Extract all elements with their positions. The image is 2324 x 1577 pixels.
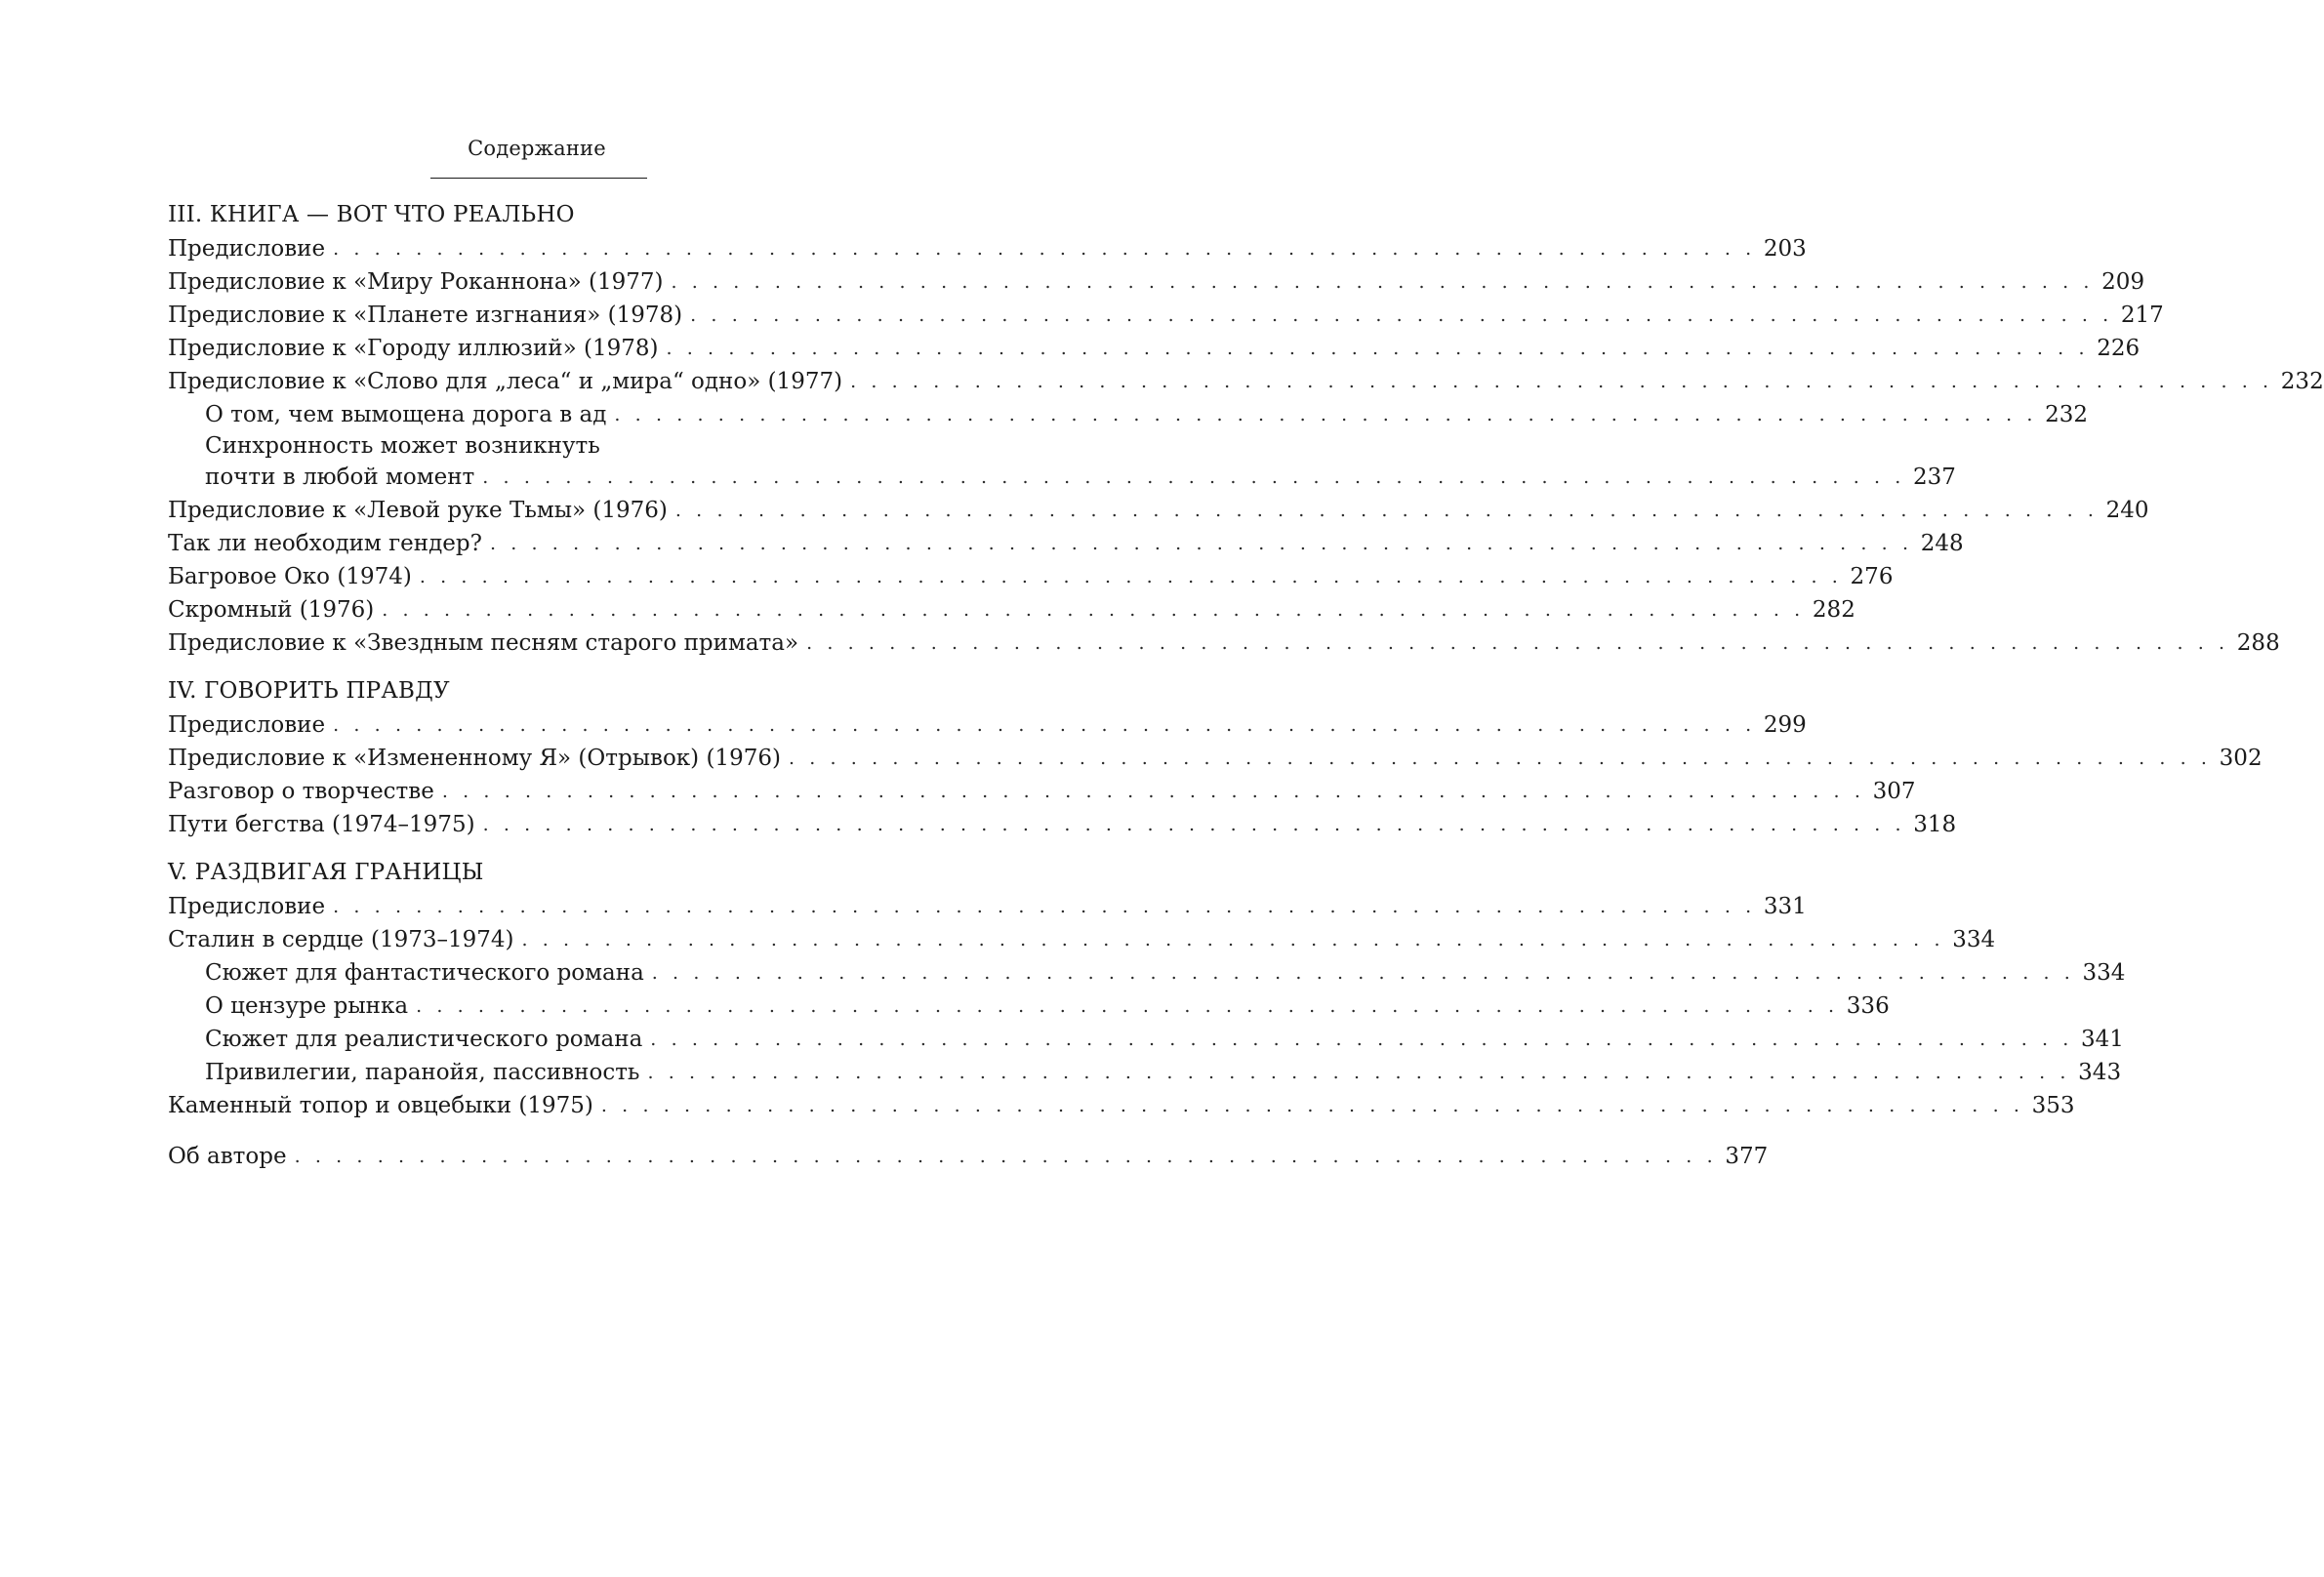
toc-entry-page: 341 bbox=[2081, 1027, 2124, 1052]
leader-dots: . . . . . . . . . . . . . . . . . . . . . . . . . . . . . . . . . . . . . . . . . . . . . . . . . . . . . . . . . . . . . . . . . . . . . bbox=[416, 995, 1839, 1017]
leader-dots: . . . . . . . . . . . . . . . . . . . . . . . . . . . . . . . . . . . . . . . . . . . . . . . . . . . . . . . . . . . . . . . . . . . . . bbox=[666, 338, 2090, 359]
running-head-rule bbox=[430, 178, 647, 179]
toc-entry[interactable] bbox=[168, 265, 2145, 299]
toc-entry-title: Предисловие к «Городу иллюзий» (1978) bbox=[168, 336, 659, 361]
toc-entry-title-line1: Синхронность может возникнуть bbox=[205, 433, 600, 459]
section-title: V. РАЗДВИГАЯ ГРАНИЦЫ bbox=[168, 860, 484, 885]
toc-entry-page: 318 bbox=[1913, 812, 1957, 837]
toc-entry[interactable] bbox=[168, 775, 1916, 808]
toc-entry-page: 276 bbox=[1850, 564, 1894, 589]
toc-entry-page: 334 bbox=[1952, 927, 1996, 952]
toc-entry-title: Предисловие к «Измененному Я» (Отрывок) (1976) bbox=[168, 746, 781, 771]
toc-entry[interactable] bbox=[168, 1140, 1769, 1173]
toc-subentry[interactable] bbox=[168, 956, 2126, 990]
leader-dots: . . . . . . . . . . . . . . . . . . . . . . . . . . . . . . . . . . . . . . . . . . . . . . . . . . . . . . . . . . . . . . . . . . . . . bbox=[419, 566, 1843, 587]
toc-entry-page: 377 bbox=[1725, 1144, 1769, 1169]
toc-entry-title-line2: почти в любой момент bbox=[205, 465, 475, 490]
toc-entry-title: Разговор о творчестве bbox=[168, 779, 434, 804]
toc-entry-title: Сюжет для реалистического романа bbox=[205, 1027, 643, 1052]
toc-section-v bbox=[168, 855, 2126, 1122]
toc-entry-title: Скромный (1976) bbox=[168, 597, 375, 623]
leader-dots: . . . . . . . . . . . . . . . . . . . . . . . . . . . . . . . . . . . . . . . . . . . . . . . . . . . . . . . . . . . . . . . . . . . . . bbox=[600, 1095, 2024, 1116]
leader-dots: . . . . . . . . . . . . . . . . . . . . . . . . . . . . . . . . . . . . . . . . . . . . . . . . . . . . . . . . . . . . . . . . . . . . . bbox=[647, 1062, 2071, 1083]
toc-entry-title: Сюжет для фантастического романа bbox=[205, 960, 644, 986]
toc-subentry[interactable] bbox=[168, 990, 1890, 1023]
toc-entry-title: Предисловие к «Звездным песням старого примата» bbox=[168, 630, 799, 656]
toc-entry-title: Предисловие bbox=[168, 712, 326, 738]
toc-entry[interactable] bbox=[168, 365, 2324, 398]
toc-section-iii bbox=[168, 197, 2324, 660]
toc-entry-page: 203 bbox=[1763, 236, 1807, 262]
section-title: IV. ГОВОРИТЬ ПРАВДУ bbox=[168, 678, 450, 704]
leader-dots: . . . . . . . . . . . . . . . . . . . . . . . . . . . . . . . . . . . . . . . . . . . . . . . . . . . . . . . . . . . . . . . . . . . . . bbox=[441, 781, 1865, 802]
toc-entry-title: Сталин в сердце (1973–1974) bbox=[168, 927, 514, 952]
toc-entry[interactable] bbox=[168, 890, 1807, 923]
toc-entry-title: Предисловие bbox=[168, 236, 326, 262]
toc-closing bbox=[168, 1140, 1769, 1173]
toc-entry-page: 217 bbox=[2120, 303, 2164, 328]
toc-entry-page: 282 bbox=[1812, 597, 1855, 623]
leader-dots: . . . . . . . . . . . . . . . . . . . . . . . . . . . . . . . . . . . . . . . . . . . . . . . . . . . . . . . . . . . . . . . . . . . . . bbox=[671, 271, 2095, 293]
leader-dots: . . . . . . . . . . . . . . . . . . . . . . . . . . . . . . . . . . . . . . . . . . . . . . . . . . . . . . . . . . . . . . . . . . . . . bbox=[650, 1029, 2073, 1050]
toc-section-iv bbox=[168, 673, 2263, 841]
toc-entry-page: 353 bbox=[2031, 1093, 2075, 1118]
toc-entry-title: Предисловие к «Миру Роканнона» (1977) bbox=[168, 269, 664, 295]
leader-dots: . . . . . . . . . . . . . . . . . . . . . . . . . . . . . . . . . . . . . . . . . . . . . . . . . . . . . . . . . . . . . . . . . . . . . bbox=[788, 748, 2212, 769]
toc-subentry[interactable] bbox=[168, 431, 1956, 494]
toc-subentry[interactable] bbox=[168, 1023, 2124, 1056]
toc-entry[interactable] bbox=[168, 1089, 2075, 1122]
toc-entry[interactable] bbox=[168, 299, 2164, 332]
leader-dots: . . . . . . . . . . . . . . . . . . . . . . . . . . . . . . . . . . . . . . . . . . . . . . . . . . . . . . . . . . . . . . . . . . . . . bbox=[674, 500, 2099, 521]
toc-entry-page: 331 bbox=[1763, 894, 1807, 919]
toc-entry-title: Предисловие к «Слово для „леса“ и „мира“ одно» (1977) bbox=[168, 369, 843, 394]
toc-entry-title: Так ли необходим гендер? bbox=[168, 531, 482, 556]
leader-dots: . . . . . . . . . . . . . . . . . . . . . . . . . . . . . . . . . . . . . . . . . . . . . . . . . . . . . . . . . . . . . . . . . . . . . bbox=[690, 304, 2113, 326]
leader-dots: . . . . . . . . . . . . . . . . . . . . . . . . . . . . . . . . . . . . . . . . . . . . . . . . . . . . . . . . . . . . . . . . . . . . . bbox=[294, 1146, 1718, 1167]
toc-entry-title: Пути бегства (1974–1975) bbox=[168, 812, 475, 837]
leader-dots: . . . . . . . . . . . . . . . . . . . . . . . . . . . . . . . . . . . . . . . . . . . . . . . . . . . . . . . . . . . . . . . . . . . . . bbox=[382, 599, 1805, 621]
toc-entry-title: Предисловие к «Планете изгнания» (1978) bbox=[168, 303, 683, 328]
toc-entry-page: 343 bbox=[2078, 1060, 2122, 1085]
toc-entry-title: О том, чем вымощена дорога в ад bbox=[205, 402, 607, 427]
toc-entry-page: 334 bbox=[2082, 960, 2126, 986]
toc-entry-page: 248 bbox=[1920, 531, 1964, 556]
toc-entry-page: 209 bbox=[2101, 269, 2145, 295]
toc-entry[interactable] bbox=[168, 593, 1855, 627]
toc-entry-title: Багровое Око (1974) bbox=[168, 564, 412, 589]
toc-entry-page: 232 bbox=[2280, 369, 2324, 394]
toc-entry[interactable] bbox=[168, 627, 2280, 660]
toc-entry[interactable] bbox=[168, 708, 1807, 742]
toc-entry[interactable] bbox=[168, 494, 2149, 527]
toc-entry[interactable] bbox=[168, 232, 1807, 265]
leader-dots: . . . . . . . . . . . . . . . . . . . . . . . . . . . . . . . . . . . . . . . . . . . . . . . . . . . . . . . . . . . . . . . . . . . . . bbox=[489, 533, 1913, 554]
toc-entry-page: 237 bbox=[1913, 465, 1956, 490]
leader-dots: . . . . . . . . . . . . . . . . . . . . . . . . . . . . . . . . . . . . . . . . . . . . . . . . . . . . . . . . . . . . . . . . . . . . . bbox=[521, 929, 1945, 950]
toc-entry-title: Об авторе bbox=[168, 1144, 287, 1169]
toc-entry-title: Предисловие bbox=[168, 894, 326, 919]
toc-entry[interactable] bbox=[168, 742, 2263, 775]
toc-subentry[interactable] bbox=[168, 398, 2089, 431]
toc-entry[interactable] bbox=[168, 527, 1964, 560]
running-head: Содержание bbox=[468, 137, 606, 160]
leader-dots: . . . . . . . . . . . . . . . . . . . . . . . . . . . . . . . . . . . . . . . . . . . . . . . . . . . . . . . . . . . . . . . . . . . . . bbox=[651, 962, 2075, 984]
leader-dots: . . . . . . . . . . . . . . . . . . . . . . . . . . . . . . . . . . . . . . . . . . . . . . . . . . . . . . . . . . . . . . . . . . . . . bbox=[850, 371, 2273, 392]
toc-entry-title: Каменный топор и овцебыки (1975) bbox=[168, 1093, 593, 1118]
toc-entry-page: 232 bbox=[2045, 402, 2089, 427]
toc-entry[interactable] bbox=[168, 808, 1957, 841]
leader-dots: . . . . . . . . . . . . . . . . . . . . . . . . . . . . . . . . . . . . . . . . . . . . . . . . . . . . . . . . . . . . . . . . . . . . . bbox=[482, 466, 1905, 488]
toc-entry[interactable] bbox=[168, 560, 1894, 593]
toc-entry-title: О цензуре рынка bbox=[205, 993, 409, 1019]
toc-entry-page: 240 bbox=[2105, 498, 2149, 523]
toc-entry-page: 302 bbox=[2219, 746, 2263, 771]
table-of-contents bbox=[168, 197, 2324, 1173]
leader-dots: . . . . . . . . . . . . . . . . . . . . . . . . . . . . . . . . . . . . . . . . . . . . . . . . . . . . . . . . . . . . . . . . . . . . . bbox=[806, 632, 2229, 654]
toc-entry-page: 288 bbox=[2236, 630, 2280, 656]
toc-subentry[interactable] bbox=[168, 1056, 2122, 1089]
toc-entry[interactable] bbox=[168, 923, 1996, 956]
leader-dots: . . . . . . . . . . . . . . . . . . . . . . . . . . . . . . . . . . . . . . . . . . . . . . . . . . . . . . . . . . . . . . . . . . . . . bbox=[482, 814, 1906, 835]
toc-entry-page: 299 bbox=[1763, 712, 1807, 738]
toc-entry-title: Привилегии, паранойя, пассивность bbox=[205, 1060, 640, 1085]
toc-entry-title: Предисловие к «Левой руке Тьмы» (1976) bbox=[168, 498, 668, 523]
toc-entry-page: 336 bbox=[1846, 993, 1890, 1019]
toc-entry-page: 307 bbox=[1872, 779, 1916, 804]
leader-dots: . . . . . . . . . . . . . . . . . . . . . . . . . . . . . . . . . . . . . . . . . . . . . . . . . . . . . . . . . . . . . . . . . . . . . bbox=[333, 896, 1756, 917]
section-title: III. КНИГА — ВОТ ЧТО РЕАЛЬНО bbox=[168, 202, 575, 227]
toc-entry[interactable] bbox=[168, 332, 2141, 365]
leader-dots: . . . . . . . . . . . . . . . . . . . . . . . . . . . . . . . . . . . . . . . . . . . . . . . . . . . . . . . . . . . . . . . . . . . . . bbox=[614, 404, 2038, 425]
leader-dots: . . . . . . . . . . . . . . . . . . . . . . . . . . . . . . . . . . . . . . . . . . . . . . . . . . . . . . . . . . . . . . . . . . . . . bbox=[333, 238, 1756, 260]
leader-dots: . . . . . . . . . . . . . . . . . . . . . . . . . . . . . . . . . . . . . . . . . . . . . . . . . . . . . . . . . . . . . . . . . . . . . bbox=[333, 714, 1756, 736]
toc-entry-page: 226 bbox=[2097, 336, 2141, 361]
